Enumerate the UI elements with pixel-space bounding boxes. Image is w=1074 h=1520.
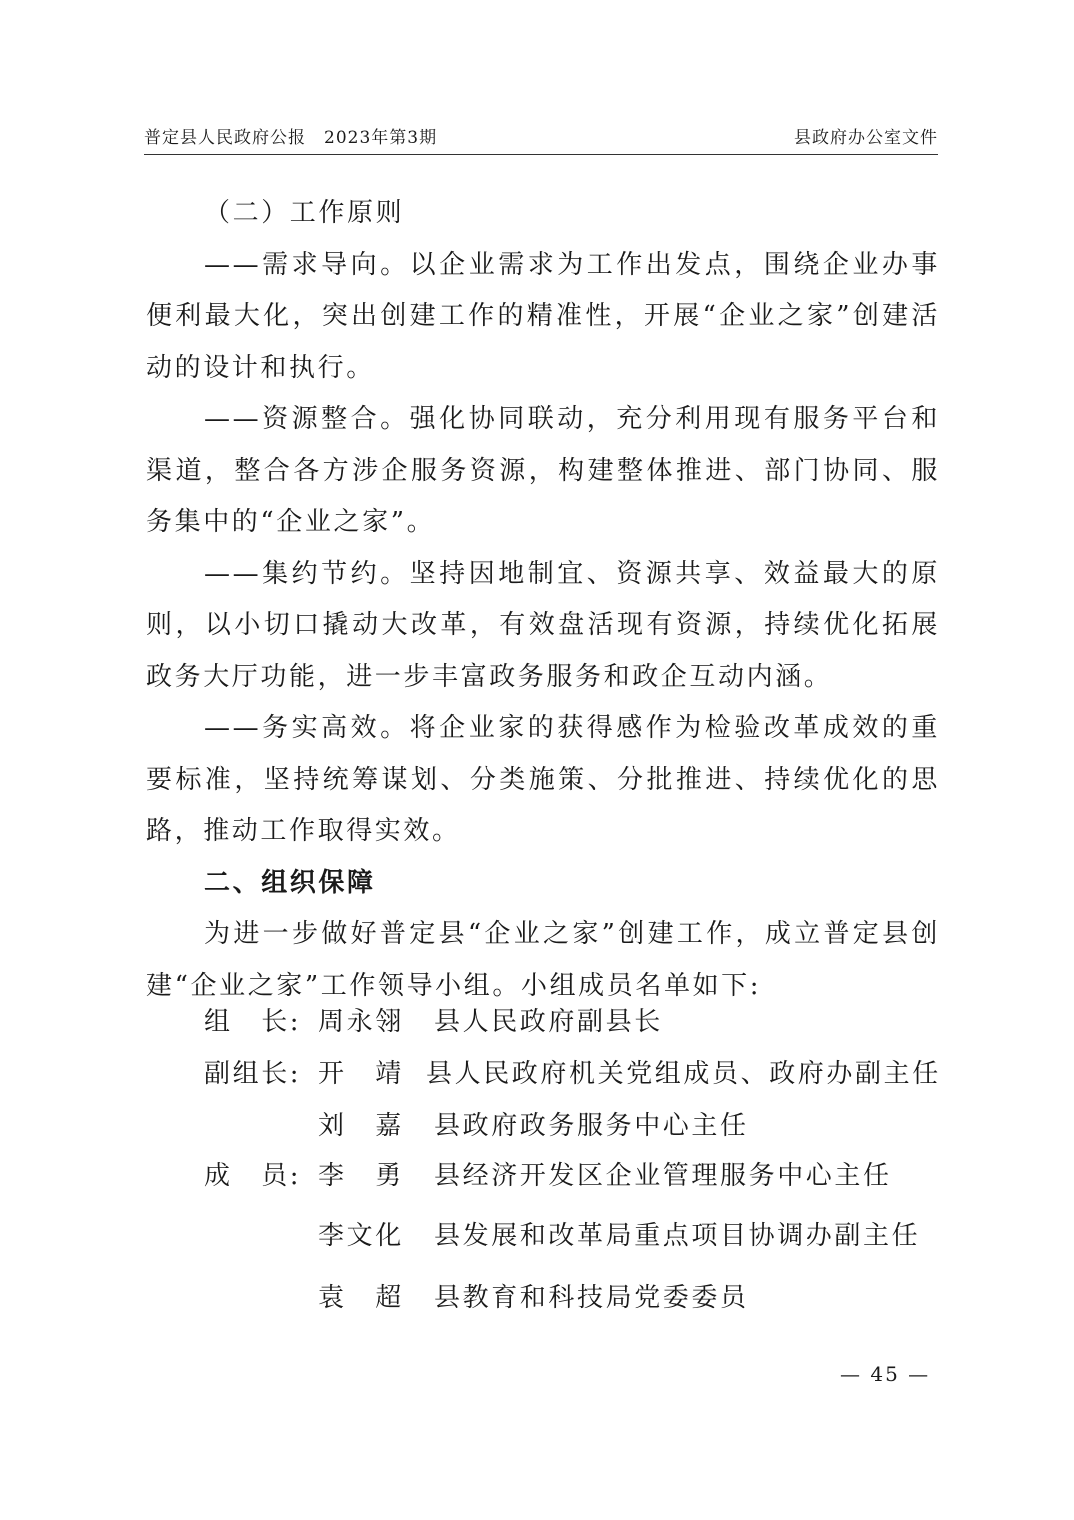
member-name: 李 勇 xyxy=(318,1161,404,1191)
member-name: 开 靖 xyxy=(318,1059,404,1089)
member-role: 成 员: xyxy=(204,1161,302,1191)
member-post: 县政府政务服务中心主任 xyxy=(434,1111,749,1141)
principle-paragraph: ——集约节约。坚持因地制宜、资源共享、效益最大的原则，以小切口撬动大改革，有效盘活现有资源，持续优化拓展政务大厅功能，进一步丰富政务服务和政企互动内涵。 xyxy=(146,558,940,692)
member-post: 县人民政府副县长 xyxy=(434,1007,663,1037)
document-category: 县政府办公室文件 xyxy=(794,128,938,148)
member-name: 袁 超 xyxy=(318,1283,404,1313)
member-name: 李文化 xyxy=(318,1221,404,1251)
intro-paragraph: 为进一步做好普定县“企业之家”创建工作，成立普定县创建“企业之家”工作领导小组。小组成员名单如下: xyxy=(146,919,940,1001)
principle-paragraph: ——资源整合。强化协同联动，充分利用现有服务平台和渠道，整合各方涉企服务资源，构建整体推进、部门协同、服务集中的“企业之家”。 xyxy=(146,404,940,537)
member-role: 组 长: xyxy=(204,1007,302,1037)
subheading: （二）工作原则 xyxy=(204,198,405,228)
member-post: 县发展和改革局重点项目协调办副主任 xyxy=(434,1221,921,1251)
member-name: 周永翎 xyxy=(318,1007,404,1037)
member-post: 县人民政府机关党组成员、政府办副主任 xyxy=(426,1059,941,1089)
page-number: — 45 — xyxy=(840,1362,931,1386)
member-name: 刘 嘉 xyxy=(318,1111,404,1141)
page-header xyxy=(144,126,938,155)
gazette-title: 普定县人民政府公报 2023年第3期 xyxy=(144,128,438,148)
member-role: 副组长: xyxy=(204,1059,302,1089)
member-post: 县教育和科技局党委委员 xyxy=(434,1283,749,1313)
principle-paragraph: ——需求导向。以企业需求为工作出发点，围绕企业办事便利最大化，突出创建工作的精准性，开展“企业之家”创建活动的设计和执行。 xyxy=(146,249,940,383)
document-body xyxy=(146,188,940,1012)
principle-paragraph: ——务实高效。将企业家的获得感作为检验改革成效的重要标准，坚持统筹谋划、分类施策、分批推进、持续优化的思路，推动工作取得实效。 xyxy=(146,713,940,846)
section-title: 二、组织保障 xyxy=(204,867,376,898)
member-post: 县经济开发区企业管理服务中心主任 xyxy=(434,1161,892,1191)
